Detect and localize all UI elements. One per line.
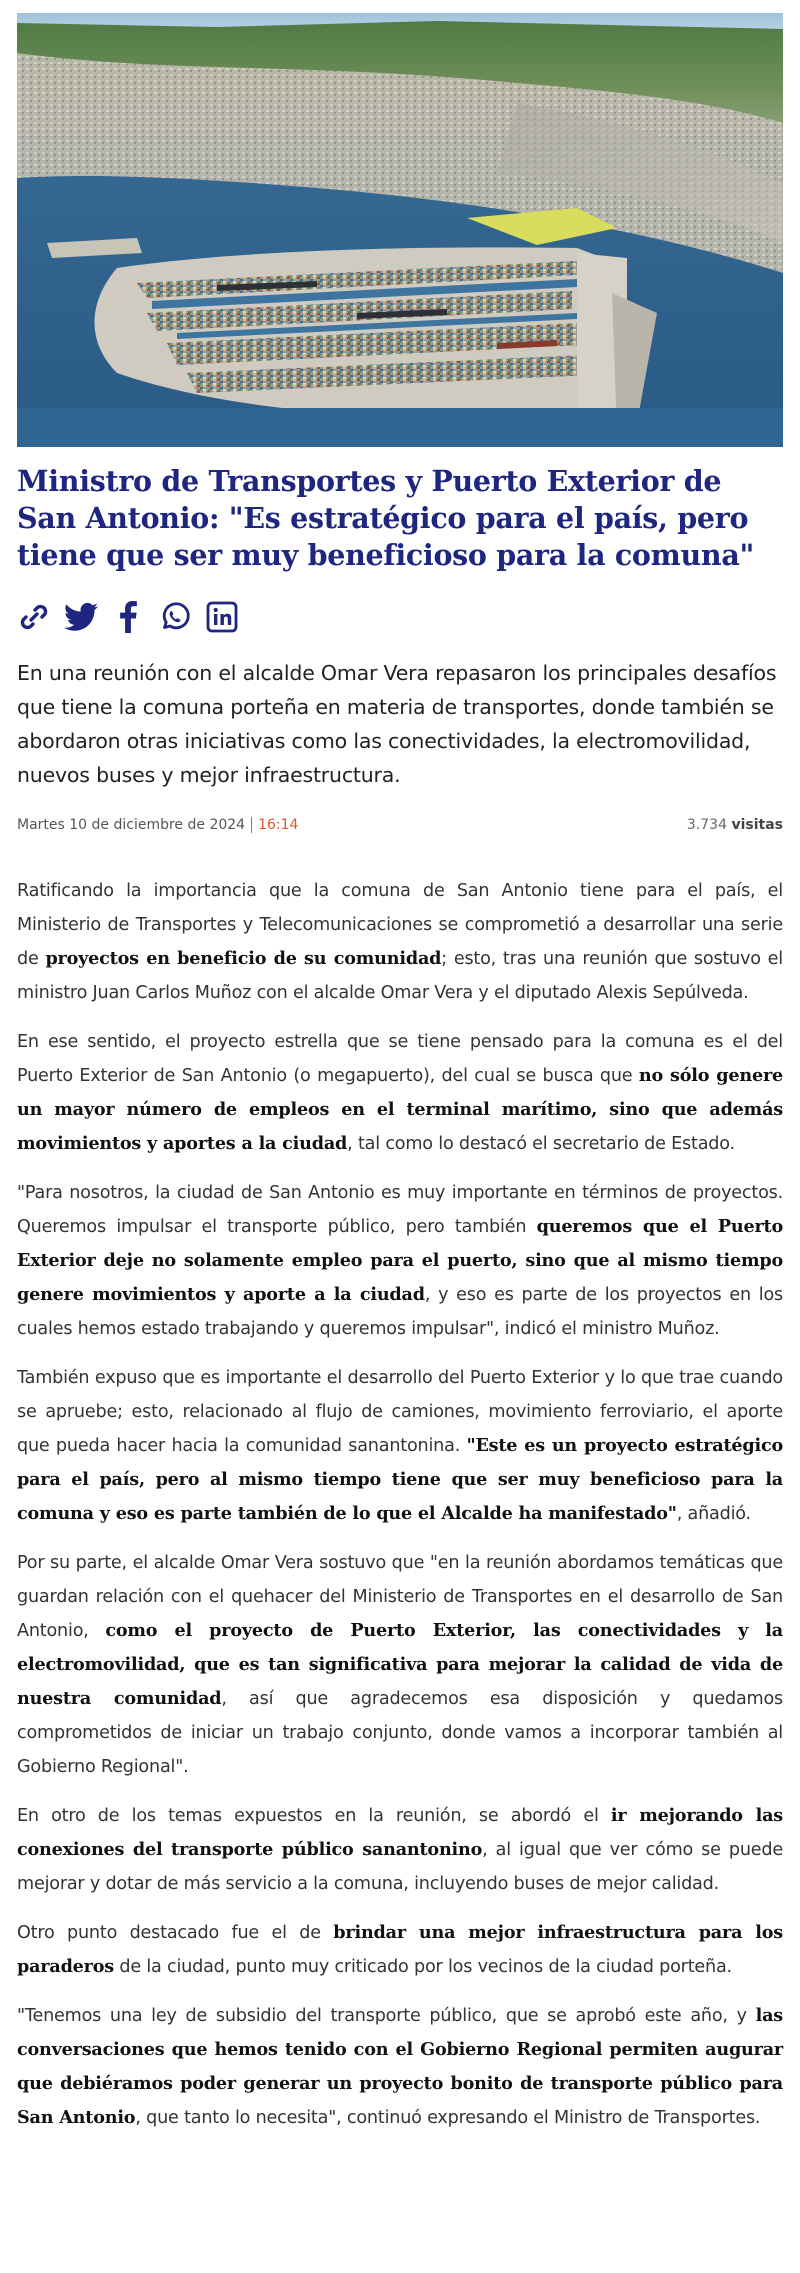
- visit-counter: [687, 817, 783, 833]
- hero-image[interactable]: [17, 13, 783, 447]
- highlighted-text: ir mejorando las conexiones del transporte público sanantonino: [17, 1805, 783, 1860]
- paragraph-text: , y eso es parte de los proyectos en los cuales hemos estado trabajando y queremos impulsar", indicó el ministro Muñoz.: [17, 1285, 783, 1339]
- body-paragraph: [17, 874, 783, 1010]
- publish-date: Martes 10 de diciembre de 2024: [17, 817, 252, 833]
- paragraph-text: ; esto, tras una reunión que sostuvo el ministro Juan Carlos Muñoz con el alcalde Omar Vera y el diputado Alexis Sepúlveda.: [17, 949, 783, 1003]
- body-paragraph: [17, 1546, 783, 1784]
- article-title: Ministro de Transportes y Puerto Exterior de San Antonio: "Es estratégico para el país, pero tiene que ser muy beneficioso para la comuna": [17, 464, 755, 572]
- body-paragraph: [17, 1176, 783, 1346]
- body-paragraph: [17, 1025, 783, 1161]
- facebook-icon[interactable]: [111, 600, 145, 634]
- paragraph-text: "Tenemos una ley de subsidio del transporte público, que se aprobó este año, y: [17, 2006, 756, 2026]
- article-lead: En una reunión con el alcalde Omar Vera repasaron los principales desafíos que tiene la comuna porteña en materia de transportes, donde también se abordaron otras iniciativas como las conectividades, la electromovilidad, nuevos buses y mejor infraestructura.: [17, 661, 777, 787]
- paragraph-text: En ese sentido, el proyecto estrella que se tiene pensado para la comuna es el del Puerto Exterior de San Antonio (o megapuerto), del cual se busca que: [17, 1032, 783, 1086]
- publish-time: 16:14: [258, 817, 299, 833]
- port-aerial-render: [17, 13, 783, 447]
- paragraph-text: , que tanto lo necesita", continuó expresando el Ministro de Transportes.: [135, 2108, 761, 2128]
- twitter-icon[interactable]: [64, 600, 98, 634]
- visit-label: visitas: [731, 817, 783, 833]
- body-paragraph: [17, 1799, 783, 1901]
- paragraph-text: "Para nosotros, la ciudad de San Antonio es muy importante en términos de proyectos. Queremos impulsar el transporte público, pero también: [17, 1183, 783, 1237]
- paragraph-text: Ratificando la importancia que la comuna de San Antonio tiene para el país, el Ministerio de Transportes y Telecomunicaciones se comprometió a desarrollar una serie de: [17, 881, 783, 969]
- body-paragraph: [17, 1361, 783, 1531]
- highlighted-text: queremos que el Puerto Exterior deje no solamente empleo para el puerto, sino que al mismo tiempo genere movimientos y aporte a la ciudad: [17, 1216, 783, 1305]
- paragraph-text: , añadió.: [676, 1504, 751, 1524]
- paragraph-text: de la ciudad, punto muy criticado por los vecinos de la ciudad porteña.: [113, 1957, 732, 1977]
- highlighted-text: no sólo genere un mayor número de empleos en el terminal marítimo, sino que además movimientos y aportes a la ciudad: [17, 1065, 784, 1154]
- article: [17, 13, 783, 2150]
- linkedin-icon[interactable]: [205, 600, 239, 634]
- paragraph-text: Por su parte, el alcalde Omar Vera sostuvo que "en la reunión abordamos temáticas que guardan relación con el quehacer del Ministerio de Transportes en el desarrollo de San Antonio,: [17, 1553, 783, 1641]
- body-paragraph: [17, 1999, 783, 2135]
- paragraph-text: , así que agradecemos esa disposición y quedamos comprometidos de iniciar un trabajo conjunto, donde vamos a incorporar también al Gobierno Regional".: [17, 1689, 783, 1777]
- whatsapp-icon[interactable]: [158, 600, 192, 634]
- highlighted-text: proyectos en beneficio de su comunidad: [45, 948, 442, 969]
- highlighted-text: "Este es un proyecto estratégico para el país, pero al mismo tiempo tiene que ser muy beneficioso para la comuna y eso es parte también de lo que el Alcalde ha manifestado": [17, 1435, 784, 1524]
- highlighted-text: las conversaciones que hemos tenido con el Gobierno Regional permiten augurar que debiéramos poder generar un proyecto bonito de transporte público para San Antonio: [17, 2005, 783, 2128]
- link-icon[interactable]: [17, 600, 51, 634]
- paragraph-text: , tal como lo destacó el secretario de Estado.: [347, 1134, 735, 1154]
- share-bar: [17, 600, 783, 634]
- article-meta: [17, 814, 783, 836]
- highlighted-text: como el proyecto de Puerto Exterior, las conectividades y la electromovilidad, que es tan significativa para mejorar la calidad de vida de nuestra comunidad: [17, 1620, 783, 1709]
- article-body: [17, 874, 783, 2135]
- body-paragraph: [17, 1916, 783, 1984]
- highlighted-text: brindar una mejor infraestructura para los paraderos: [17, 1922, 783, 1977]
- paragraph-text: , al igual que ver cómo se puede mejorar y dotar de más servicio a la comuna, incluyendo buses de mejor calidad.: [17, 1840, 783, 1894]
- visit-count: 3.734: [686, 817, 728, 833]
- paragraph-text: En otro de los temas expuestos en la reunión, se abordó el: [17, 1806, 611, 1826]
- paragraph-text: También expuso que es importante el desarrollo del Puerto Exterior y lo que trae cuando se apruebe; esto, relacionado al flujo de camiones, movimiento ferroviario, el aporte que pueda hacer hacia la comunidad sanantonina.: [17, 1368, 783, 1456]
- paragraph-text: Otro punto destacado fue el de: [17, 1923, 334, 1943]
